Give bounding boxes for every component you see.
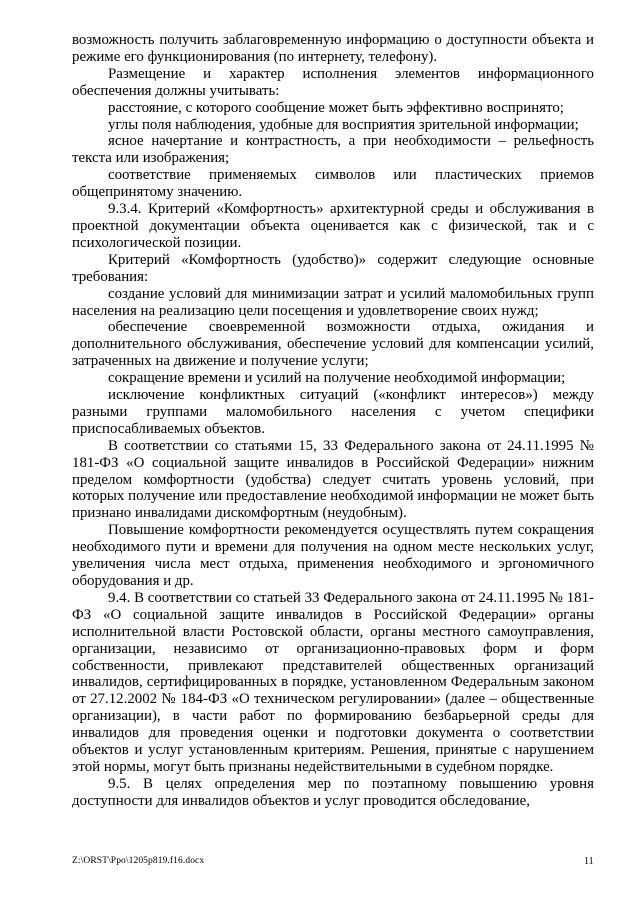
paragraph: Критерий «Комфортность (удобство)» содержит следующие основные требования: — [72, 251, 594, 285]
paragraph: 9.5. В целях определения мер по поэтапному повышению уровня доступности для инвалидов объектов и услуг проводится обследование, — [72, 775, 594, 809]
paragraph: возможность получить заблаговременную информацию о доступности объекта и режиме его функционирования (по интернету, телефону). — [72, 32, 594, 65]
document-body — [72, 32, 594, 810]
paragraph: Повышение комфортности рекомендуется осуществлять путем сокращения необходимого пути и времени для получения на одном месте нескольких услуг, увеличения числа мест отдыха, применения необходимого и эргономичного оборудования и др. — [72, 522, 594, 589]
paragraph: исключение конфликтных ситуаций («конфликт интересов») между разными группами маломобильного населения с учетом специфики приспосабливаемых объектов. — [72, 387, 594, 437]
paragraph: соответствие применяемых символов или пластических приемов общепринятому значению. — [72, 167, 594, 201]
paragraph: Размещение и характер исполнения элементов информационного обеспечения должны учитывать: — [72, 65, 594, 99]
paragraph: создание условий для минимизации затрат и усилий маломобильных групп населения на реализацию цели посещения и удовлетворение своих нужд; — [72, 285, 594, 319]
paragraph: обеспечение своевременной возможности отдыха, ожидания и дополнительного обслуживания, обеспечение условий для компенсации усилий, затраченных на движение и получение услуги; — [72, 319, 594, 370]
paragraph: ясное начертание и контрастность, а при необходимости – рельефность текста или изображения; — [72, 133, 594, 167]
paragraph: 9.3.4. Критерий «Комфортность» архитектурной среды и обслуживания в проектной документации объекта оценивается как с физической, так и с психологической позиции. — [72, 201, 594, 251]
paragraph: В соответствии со статьями 15, 33 Федерального закона от 24.11.1995 № 181-ФЗ «О социальной защите инвалидов в Российской Федерации» нижним пределом комфортности (удобства) следует считать уровень условий, при которых получение или предоставление необходимой информации не может быть признано инвалидами дискомфортным (неудобным). — [72, 437, 594, 522]
paragraph: сокращение времени и усилий на получение необходимой информации; — [108, 370, 566, 387]
paragraph: 9.4. В соответствии со статьей 33 Федерального закона от 24.11.1995 № 181-ФЗ «О социальной защите инвалидов в Российской Федерации» органы исполнительной власти Ростовской области, органы местного самоуправления, организации, независимо от организационно-правовых форм и форм собственности, привлекают представителей общественных организаций инвалидов, сертифицированных в порядке, установленном Федеральным законом от 27.12.2002 № 184-ФЗ «О техническом регулировании» (далее – общественные организации), в части работ по формированию безбарьерной среды для инвалидов для проведения оценки и подготовки документа о соответствии объектов и услуг установленным критериям. Решения, принятые с нарушением этой нормы, могут быть признаны недействительными в судебном порядке. — [72, 589, 594, 775]
paragraph: расстояние, с которого сообщение может быть эффективно воспринято; — [108, 99, 564, 116]
footer-file-path: Z:\ORST\Ppo\1205p819.f16.docx — [72, 856, 205, 866]
paragraph: углы поля наблюдения, удобные для восприятия зрительной информации; — [108, 116, 579, 133]
page-number: 11 — [584, 856, 594, 867]
